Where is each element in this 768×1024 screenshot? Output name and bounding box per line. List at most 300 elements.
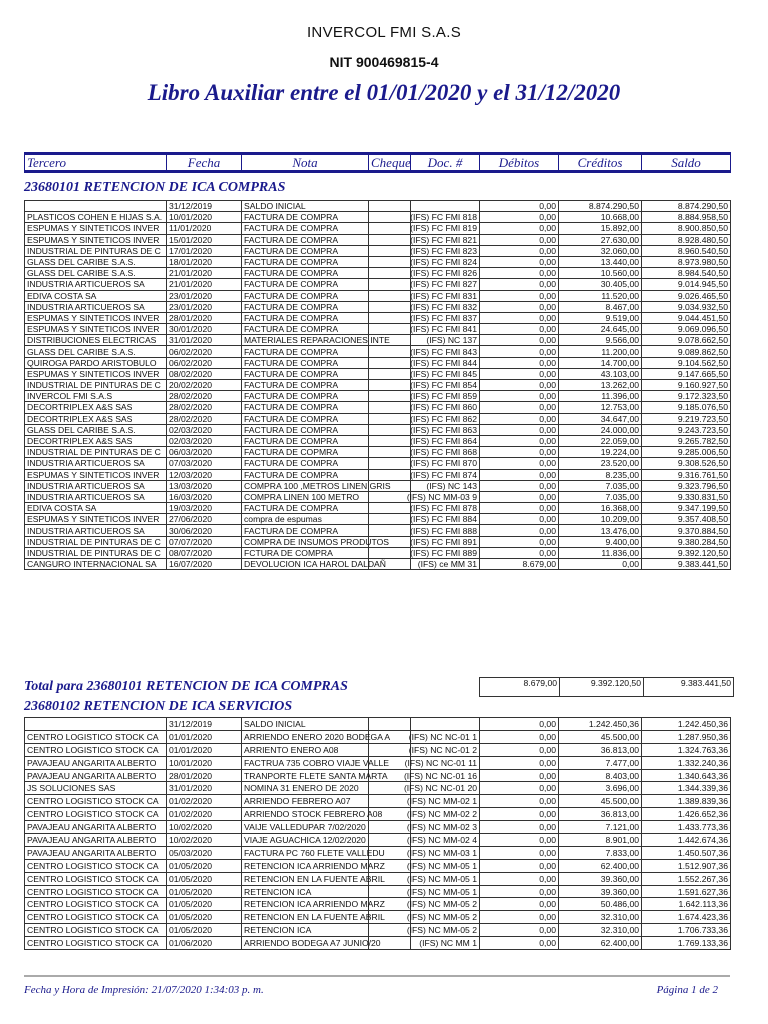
- cell-fecha: 31/01/2020: [167, 782, 242, 795]
- cell-tercero: INDUSTRIA ARTICUEROS SA: [25, 491, 167, 502]
- table-row: [25, 324, 731, 335]
- cell-cheque: [369, 469, 411, 480]
- cell-creditos: 43.103,00: [559, 368, 642, 379]
- cell-nota: FACTURA DE COMPRA: [242, 503, 369, 514]
- cell-debitos: 0,00: [480, 898, 559, 911]
- cell-fecha: 17/01/2020: [167, 245, 242, 256]
- cell-debitos: 0,00: [480, 491, 559, 502]
- cell-creditos: 32.310,00: [559, 911, 642, 924]
- report-title: Libro Auxiliar entre el 01/01/2020 y el 31/12/2020: [147, 80, 621, 105]
- cell-tercero: GLASS DEL CARIBE S.A.S.: [25, 346, 167, 357]
- cell-nota: SALDO INICIAL: [242, 718, 369, 731]
- cell-creditos: 7.477,00: [559, 756, 642, 769]
- cell-debitos: 0,00: [480, 447, 559, 458]
- cell-cheque: [369, 212, 411, 223]
- cell-doc: (IFS) FC FMI 870: [411, 458, 480, 469]
- table-row: [25, 536, 731, 547]
- cell-creditos: 19.224,00: [559, 447, 642, 458]
- cell-saldo: 1.442.674,36: [642, 834, 731, 847]
- cell-creditos: 10.668,00: [559, 212, 642, 223]
- col-cheque: Cheque: [369, 154, 411, 172]
- cell-saldo: 8.884.958,50: [642, 212, 731, 223]
- cell-nota: RETENCION ICA ARRIENDO MARZ: [242, 859, 369, 872]
- cell-debitos: 0,00: [480, 201, 559, 212]
- cell-creditos: 9.519,00: [559, 312, 642, 323]
- cell-creditos: 39.360,00: [559, 885, 642, 898]
- cell-creditos: 30.405,00: [559, 279, 642, 290]
- cell-debitos: 0,00: [480, 718, 559, 731]
- cell-doc: (IFS) NC NC-01 2: [411, 743, 480, 756]
- cell-fecha: 10/01/2020: [167, 756, 242, 769]
- cell-creditos: 11.396,00: [559, 391, 642, 402]
- cell-nota: FACTURA DE COMPRA: [242, 245, 369, 256]
- cell-creditos: 13.440,00: [559, 256, 642, 267]
- cell-creditos: 9.566,00: [559, 335, 642, 346]
- cell-doc: (IFS) NC 143: [411, 480, 480, 491]
- cell-cheque: [369, 312, 411, 323]
- cell-fecha: 10/01/2020: [167, 212, 242, 223]
- table-row: [25, 885, 731, 898]
- cell-fecha: 02/03/2020: [167, 424, 242, 435]
- cell-nota: DEVOLUCION ICA HAROL DALDAÑ: [242, 559, 369, 570]
- cell-saldo: 9.370.884,50: [642, 525, 731, 536]
- cell-fecha: 30/01/2020: [167, 324, 242, 335]
- cell-fecha: 01/05/2020: [167, 911, 242, 924]
- cell-doc: [411, 201, 480, 212]
- cell-saldo: 1.552.267,36: [642, 872, 731, 885]
- cell-creditos: 16.368,00: [559, 503, 642, 514]
- cell-tercero: INDUSTRIA ARTICUEROS SA: [25, 525, 167, 536]
- cell-doc: (IFS) NC MM-02 2: [411, 808, 480, 821]
- cell-tercero: CENTRO LOGISTICO STOCK CA: [25, 730, 167, 743]
- cell-nota: COMPRA LINEN 100 METRO: [242, 491, 369, 502]
- print-timestamp: Fecha y Hora de Impresión: 21/07/2020 1:34:03 p. m.: [24, 984, 264, 996]
- table-row: [25, 256, 731, 267]
- cell-saldo: 1.706.733,36: [642, 924, 731, 937]
- cell-tercero: CANGURO INTERNACIONAL SA: [25, 559, 167, 570]
- cell-debitos: 0,00: [480, 268, 559, 279]
- company-name: INVERCOL FMI S.A.S: [306, 24, 462, 41]
- cell-saldo: 9.160.927,50: [642, 380, 731, 391]
- cell-doc: (IFS) FC FMI 832: [411, 301, 480, 312]
- section-title: 23680102 RETENCION DE ICA SERVICIOS: [24, 699, 293, 714]
- cell-saldo: 1.642.113,36: [642, 898, 731, 911]
- cell-fecha: 31/12/2019: [167, 201, 242, 212]
- cell-debitos: 0,00: [480, 424, 559, 435]
- cell-tercero: [25, 201, 167, 212]
- cell-debitos: 0,00: [480, 346, 559, 357]
- cell-doc: (IFS) NC MM-05 1: [411, 859, 480, 872]
- cell-debitos: 0,00: [480, 212, 559, 223]
- cell-nota: RETENCION ICA: [242, 885, 369, 898]
- cell-nota: compra de espumas: [242, 514, 369, 525]
- cell-saldo: 9.392.120,50: [642, 547, 731, 558]
- section-total-label: Total para 23680101 RETENCION DE ICA COMPRAS: [24, 679, 348, 694]
- cell-debitos: 0,00: [480, 368, 559, 379]
- cell-tercero: ESPUMAS Y SINTETICOS INVER: [25, 514, 167, 525]
- cell-nota: FACTURA DE COMPRA: [242, 391, 369, 402]
- table-row: [25, 234, 731, 245]
- cell-saldo: 9.357.408,50: [642, 514, 731, 525]
- cell-nota: FACTURA DE COMPRA: [242, 346, 369, 357]
- cell-cheque: [369, 368, 411, 379]
- cell-tercero: PAVAJEAU ANGARITA ALBERTO: [25, 821, 167, 834]
- cell-saldo: 9.034.932,50: [642, 301, 731, 312]
- cell-fecha: 02/03/2020: [167, 435, 242, 446]
- table-row: [25, 447, 731, 458]
- cell-nota: FCTURA DE COMPRA: [242, 547, 369, 558]
- cell-cheque: [369, 447, 411, 458]
- cell-fecha: 06/02/2020: [167, 357, 242, 368]
- cell-nota: FACTURA DE COMPRA: [242, 458, 369, 469]
- cell-doc: (IFS) FC FMI 824: [411, 256, 480, 267]
- cell-debitos: 0,00: [480, 743, 559, 756]
- cell-creditos: 15.892,00: [559, 223, 642, 234]
- cell-debitos: 0,00: [480, 380, 559, 391]
- cell-fecha: 01/05/2020: [167, 924, 242, 937]
- cell-nota: FACTURA DE COMPRA: [242, 402, 369, 413]
- cell-fecha: 28/01/2020: [167, 769, 242, 782]
- table-row: [25, 514, 731, 525]
- cell-creditos: 7.833,00: [559, 846, 642, 859]
- table-row: [25, 301, 731, 312]
- cell-debitos: 0,00: [480, 547, 559, 558]
- cell-creditos: 8.467,00: [559, 301, 642, 312]
- cell-debitos: 0,00: [480, 223, 559, 234]
- cell-tercero: CENTRO LOGISTICO STOCK CA: [25, 911, 167, 924]
- cell-nota: ARRIENDO ENERO 2020 BODEGA A: [242, 730, 369, 743]
- cell-fecha: 16/03/2020: [167, 491, 242, 502]
- cell-debitos: 0,00: [480, 821, 559, 834]
- cell-debitos: 0,00: [480, 808, 559, 821]
- cell-saldo: 9.285.006,50: [642, 447, 731, 458]
- cell-doc: (IFS) FC FMI 860: [411, 402, 480, 413]
- table-row: [25, 924, 731, 937]
- section-title: 23680101 RETENCION DE ICA COMPRAS: [24, 180, 286, 195]
- cell-fecha: 01/01/2020: [167, 730, 242, 743]
- cell-creditos: 7.121,00: [559, 821, 642, 834]
- cell-doc: (IFS) NC MM-03 9: [411, 491, 480, 502]
- table-row: [25, 756, 731, 769]
- ledger-table-compras: [24, 200, 731, 570]
- cell-debitos: 0,00: [480, 872, 559, 885]
- cell-tercero: DECORTRIPLEX A&S SAS: [25, 413, 167, 424]
- cell-doc: (IFS) FC FMI 888: [411, 525, 480, 536]
- cell-cheque: [369, 491, 411, 502]
- cell-debitos: 0,00: [480, 885, 559, 898]
- cell-creditos: 32.310,00: [559, 924, 642, 937]
- cell-nota: TRANPORTE FLETE SANTA MARTA: [242, 769, 369, 782]
- cell-nota: FACTURA DE COMPRA: [242, 324, 369, 335]
- cell-nota: FACTRUA 735 COBRO VIAJE VALLE: [242, 756, 369, 769]
- cell-cheque: [369, 547, 411, 558]
- cell-doc: (IFS) NC MM-02 3: [411, 821, 480, 834]
- cell-nota: SALDO INICIAL: [242, 201, 369, 212]
- cell-tercero: PAVAJEAU ANGARITA ALBERTO: [25, 756, 167, 769]
- cell-fecha: 23/01/2020: [167, 301, 242, 312]
- table-row: [25, 335, 731, 346]
- cell-nota: FACTURA DE COMPRA: [242, 413, 369, 424]
- cell-saldo: 1.242.450,36: [642, 718, 731, 731]
- cell-cheque: [369, 201, 411, 212]
- cell-cheque: [369, 324, 411, 335]
- cell-debitos: 0,00: [480, 413, 559, 424]
- cell-cheque: [369, 885, 411, 898]
- cell-debitos: 0,00: [480, 480, 559, 491]
- table-row: [25, 245, 731, 256]
- cell-tercero: JS SOLUCIONES SAS: [25, 782, 167, 795]
- cell-nota: RETENCION ICA: [242, 924, 369, 937]
- cell-tercero: INDUSTRIAL DE PINTURAS DE C: [25, 380, 167, 391]
- cell-tercero: INVERCOL FMI S.A.S: [25, 391, 167, 402]
- cell-fecha: 10/02/2020: [167, 821, 242, 834]
- cell-cheque: [369, 424, 411, 435]
- cell-doc: (IFS) FC FMI 889: [411, 547, 480, 558]
- cell-saldo: 8.928.480,50: [642, 234, 731, 245]
- cell-saldo: 9.172.323,50: [642, 391, 731, 402]
- column-header-row: [24, 152, 731, 173]
- cell-saldo: 9.316.761,50: [642, 469, 731, 480]
- cell-tercero: QUIROGA PARDO ARISTOBULO: [25, 357, 167, 368]
- cell-creditos: 27.630,00: [559, 234, 642, 245]
- table-row: [25, 312, 731, 323]
- cell-saldo: 8.973.980,50: [642, 256, 731, 267]
- cell-saldo: 9.380.284,50: [642, 536, 731, 547]
- cell-tercero: CENTRO LOGISTICO STOCK CA: [25, 937, 167, 950]
- cell-saldo: 1.450.507,36: [642, 846, 731, 859]
- cell-saldo: 9.089.862,50: [642, 346, 731, 357]
- table-row: [25, 435, 731, 446]
- table-row: [25, 346, 731, 357]
- cell-doc: (IFS) NC MM-05 2: [411, 898, 480, 911]
- cell-doc: (IFS) ce MM 31: [411, 559, 480, 570]
- page-number: Página 1 de 2: [656, 984, 718, 996]
- cell-debitos: 0,00: [480, 834, 559, 847]
- cell-doc: (IFS) FC FMI 837: [411, 312, 480, 323]
- cell-doc: (IFS) NC MM 1: [411, 937, 480, 950]
- col-nota: Nota: [242, 154, 369, 172]
- cell-cheque: [369, 380, 411, 391]
- table-row: [25, 480, 731, 491]
- cell-creditos: 7.035,00: [559, 480, 642, 491]
- cell-cheque: [369, 245, 411, 256]
- cell-saldo: 1.344.339,36: [642, 782, 731, 795]
- cell-doc: (IFS) FC FMI 854: [411, 380, 480, 391]
- cell-fecha: 21/01/2020: [167, 268, 242, 279]
- cell-saldo: 1.287.950,36: [642, 730, 731, 743]
- cell-saldo: 8.874.290,50: [642, 201, 731, 212]
- cell-saldo: 1.340.643,36: [642, 769, 731, 782]
- cell-debitos: 0,00: [480, 402, 559, 413]
- cell-nota: FACTURA DE COMPRA: [242, 279, 369, 290]
- cell-nota: RETENCION ICA ARRIENDO MARZ: [242, 898, 369, 911]
- table-row: [25, 559, 731, 570]
- ledger-table-servicios: [24, 717, 731, 950]
- cell-debitos: 0,00: [480, 911, 559, 924]
- cell-creditos: 8.874.290,50: [559, 201, 642, 212]
- cell-doc: (IFS) FC FMI 827: [411, 279, 480, 290]
- table-row: [25, 223, 731, 234]
- cell-tercero: ESPUMAS Y SINTETICOS INVER: [25, 312, 167, 323]
- cell-tercero: CENTRO LOGISTICO STOCK CA: [25, 872, 167, 885]
- cell-cheque: [369, 821, 411, 834]
- col-tercero: Tercero: [25, 154, 167, 172]
- cell-tercero: INDUSTRIA ARTICUEROS SA: [25, 279, 167, 290]
- table-row: [25, 859, 731, 872]
- cell-tercero: EDIVA COSTA SA: [25, 290, 167, 301]
- cell-cheque: [369, 256, 411, 267]
- cell-debitos: 0,00: [480, 536, 559, 547]
- cell-doc: (IFS) FC FMI 841: [411, 324, 480, 335]
- cell-doc: (IFS) NC MM-03 1: [411, 846, 480, 859]
- cell-doc: (IFS) FC FMI 862: [411, 413, 480, 424]
- cell-saldo: 1.426.652,36: [642, 808, 731, 821]
- cell-nota: FACTURA DE COMPRA: [242, 212, 369, 223]
- cell-doc: (IFS) NC NC-01 16: [411, 769, 480, 782]
- cell-doc: [411, 718, 480, 731]
- table-row: [25, 368, 731, 379]
- cell-creditos: 8.901,00: [559, 834, 642, 847]
- cell-tercero: PAVAJEAU ANGARITA ALBERTO: [25, 834, 167, 847]
- cell-nota: FACTURA DE COMPRA: [242, 312, 369, 323]
- cell-doc: (IFS) FC FMI 823: [411, 245, 480, 256]
- cell-doc: (IFS) FC FMI 868: [411, 447, 480, 458]
- table-row: [25, 458, 731, 469]
- cell-debitos: 0,00: [480, 301, 559, 312]
- cell-fecha: 01/02/2020: [167, 795, 242, 808]
- cell-debitos: 0,00: [480, 730, 559, 743]
- cell-doc: (IFS) FC FMI 845: [411, 368, 480, 379]
- cell-saldo: 1.332.240,36: [642, 756, 731, 769]
- cell-doc: (IFS) FC FMI 891: [411, 536, 480, 547]
- cell-fecha: 06/03/2020: [167, 447, 242, 458]
- table-row: [25, 808, 731, 821]
- cell-cheque: [369, 223, 411, 234]
- cell-fecha: 07/07/2020: [167, 536, 242, 547]
- table-row: [25, 525, 731, 536]
- table-row: [25, 268, 731, 279]
- cell-nota: ARRIENDO BODEGA A7 JUNIO/20: [242, 937, 369, 950]
- cell-saldo: 9.347.199,50: [642, 503, 731, 514]
- table-row: [25, 821, 731, 834]
- cell-tercero: INDUSTRIAL DE PINTURAS DE C: [25, 447, 167, 458]
- cell-nota: FACTURA DE COMPRA: [242, 435, 369, 446]
- cell-fecha: 27/06/2020: [167, 514, 242, 525]
- cell-nota: FACTURA DE COMPRA: [242, 256, 369, 267]
- cell-saldo: 8.900.850,50: [642, 223, 731, 234]
- cell-creditos: 8.403,00: [559, 769, 642, 782]
- cell-saldo: 9.044.451,50: [642, 312, 731, 323]
- cell-nota: FACTURA DE COMPRA: [242, 268, 369, 279]
- cell-fecha: 01/06/2020: [167, 937, 242, 950]
- cell-nota: FACTURA DE COMPRA: [242, 357, 369, 368]
- cell-debitos: 0,00: [480, 245, 559, 256]
- cell-doc: (IFS) NC NC-01 1: [411, 730, 480, 743]
- table-row: [25, 469, 731, 480]
- cell-tercero: CENTRO LOGISTICO STOCK CA: [25, 795, 167, 808]
- cell-debitos: 0,00: [480, 469, 559, 480]
- cell-doc: (IFS) FC FMI 821: [411, 234, 480, 245]
- cell-creditos: 11.836,00: [559, 547, 642, 558]
- cell-fecha: 01/01/2020: [167, 743, 242, 756]
- table-row: [25, 782, 731, 795]
- cell-nota: MATERIALES REPARACIONES INTE: [242, 335, 369, 346]
- table-row: [25, 937, 731, 950]
- col-saldo: Saldo: [642, 154, 731, 172]
- cell-doc: (IFS) FC FMI 864: [411, 435, 480, 446]
- cell-nota: ARRIENDO STOCK FEBRERO A08: [242, 808, 369, 821]
- cell-cheque: [369, 924, 411, 937]
- cell-creditos: 62.400,00: [559, 937, 642, 950]
- cell-fecha: 13/03/2020: [167, 480, 242, 491]
- cell-tercero: INDUSTRIAL DE PINTURAS DE C: [25, 245, 167, 256]
- table-row: [25, 834, 731, 847]
- cell-tercero: [25, 718, 167, 731]
- cell-nota: FACTURA DE COMPRA: [242, 525, 369, 536]
- cell-tercero: ESPUMAS Y SINTETICOS INVER: [25, 469, 167, 480]
- cell-saldo: 9.383.441,50: [642, 559, 731, 570]
- cell-nota: COMPRA 100 ,METROS LINEN GRIS: [242, 480, 369, 491]
- table-row: [25, 201, 731, 212]
- cell-fecha: 05/03/2020: [167, 846, 242, 859]
- cell-tercero: CENTRO LOGISTICO STOCK CA: [25, 924, 167, 937]
- cell-creditos: 36.813,00: [559, 808, 642, 821]
- cell-debitos: 0,00: [480, 937, 559, 950]
- cell-fecha: 01/05/2020: [167, 872, 242, 885]
- cell-tercero: INDUSTRIAL DE PINTURAS DE C: [25, 536, 167, 547]
- section-totals: [479, 677, 734, 697]
- cell-doc: (IFS) NC MM-02 4: [411, 834, 480, 847]
- cell-nota: ARRIENTO ENERO A08: [242, 743, 369, 756]
- cell-cheque: [369, 391, 411, 402]
- cell-saldo: 9.323.796,50: [642, 480, 731, 491]
- cell-tercero: INDUSTRIA ARTICUEROS SA: [25, 301, 167, 312]
- divider: [24, 975, 730, 977]
- table-row: [25, 898, 731, 911]
- cell-creditos: 12.753,00: [559, 402, 642, 413]
- cell-tercero: GLASS DEL CARIBE S.A.S.: [25, 424, 167, 435]
- cell-tercero: GLASS DEL CARIBE S.A.S.: [25, 268, 167, 279]
- cell-fecha: 10/02/2020: [167, 834, 242, 847]
- cell-cheque: [369, 234, 411, 245]
- cell-creditos: 1.242.450,36: [559, 718, 642, 731]
- cell-saldo: 9.104.562,50: [642, 357, 731, 368]
- table-row: [25, 872, 731, 885]
- cell-tercero: INDUSTRIAL DE PINTURAS DE C: [25, 547, 167, 558]
- cell-nota: RETENCION EN LA FUENTE ABRIL: [242, 872, 369, 885]
- cell-tercero: PAVAJEAU ANGARITA ALBERTO: [25, 769, 167, 782]
- cell-debitos: 0,00: [480, 391, 559, 402]
- cell-tercero: DECORTRIPLEX A&S SAS: [25, 435, 167, 446]
- cell-fecha: 01/02/2020: [167, 808, 242, 821]
- cell-debitos: 0,00: [480, 769, 559, 782]
- cell-creditos: 34.647,00: [559, 413, 642, 424]
- cell-debitos: 0,00: [480, 795, 559, 808]
- table-row: [25, 547, 731, 558]
- cell-cheque: [369, 525, 411, 536]
- cell-debitos: 0,00: [480, 335, 559, 346]
- cell-creditos: 9.400,00: [559, 536, 642, 547]
- cell-tercero: PLASTICOS COHEN E HIJAS S.A.: [25, 212, 167, 223]
- cell-debitos: 0,00: [480, 756, 559, 769]
- cell-doc: (IFS) FC FMI 826: [411, 268, 480, 279]
- table-row: [25, 212, 731, 223]
- cell-nota: FACTURA DE COMPRA: [242, 290, 369, 301]
- cell-fecha: 19/03/2020: [167, 503, 242, 514]
- table-row: [25, 380, 731, 391]
- cell-cheque: [369, 279, 411, 290]
- cell-debitos: 0,00: [480, 782, 559, 795]
